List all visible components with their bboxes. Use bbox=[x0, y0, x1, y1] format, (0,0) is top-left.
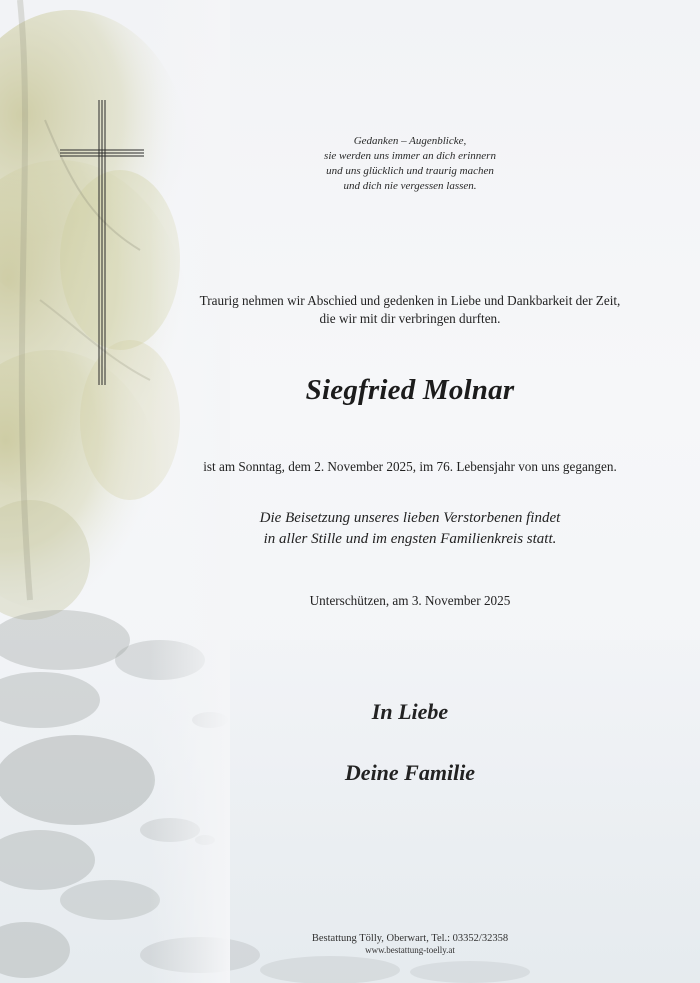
burial-line: Die Beisetzung unseres lieben Verstorbenen findet bbox=[259, 510, 561, 526]
undertaker-footer bbox=[200, 932, 620, 956]
undertaker-website[interactable]: www.bestattung-toelly.at bbox=[365, 945, 455, 955]
deceased-name: Siegfried Molnar bbox=[305, 374, 515, 406]
closing-love: In Liebe bbox=[371, 699, 449, 724]
burial-notice bbox=[200, 508, 620, 550]
closing-family: Deine Familie bbox=[344, 760, 476, 785]
verse-line: und dich nie vergessen lassen. bbox=[343, 180, 477, 192]
undertaker-info: Bestattung Tölly, Oberwart, Tel.: 03352/32358 bbox=[311, 933, 509, 944]
verse-line: und uns glücklich und traurig machen bbox=[326, 165, 494, 177]
farewell-intro bbox=[180, 292, 640, 328]
memorial-verse bbox=[200, 134, 620, 194]
place-date: Unterschützen, am 3. November 2025 bbox=[309, 593, 511, 608]
verse-line: sie werden uns immer an dich erinnern bbox=[324, 150, 496, 162]
verse-line: Gedanken – Augenblicke, bbox=[353, 135, 467, 147]
intro-line: Traurig nehmen wir Abschied und gedenken in Liebe und Dankbarkeit der Zeit, bbox=[199, 293, 621, 308]
intro-line: die wir mit dir verbringen durften. bbox=[319, 311, 501, 326]
burial-line: in aller Stille und im engsten Familienkreis statt. bbox=[263, 531, 557, 547]
death-notice: ist am Sonntag, dem 2. November 2025, im 76. Lebensjahr von uns gegangen. bbox=[203, 459, 617, 474]
